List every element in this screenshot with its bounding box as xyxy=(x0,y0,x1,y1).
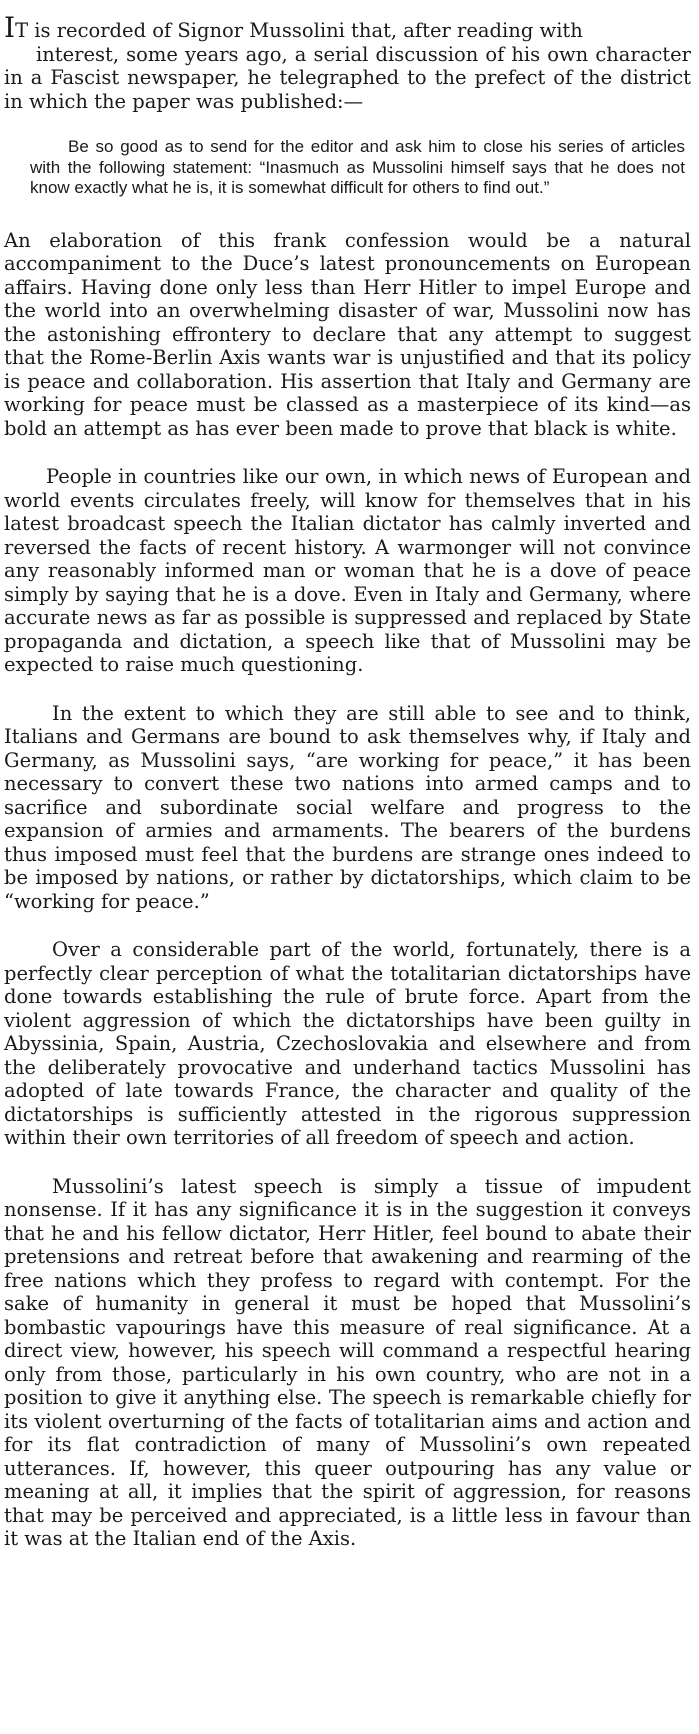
intro-paragraph xyxy=(4,11,691,44)
editor-statement-quote: Be so good as to send for the editor and ask him to close his series of articles with the following statement: “Inasmuch as Mussolini himself says that he does not know exactly what he is, it is somewhat difficult for others to find out.” xyxy=(30,137,685,197)
drop-cap: I xyxy=(4,11,16,44)
body-paragraph-5: Mussolini’s latest speech is simply a tissue of impudent nonsense. If it has any significance it is in the suggestion it conveys that he and his fellow dictator, Herr Hitler, feel bound to abate their pretensions and retreat before that awakening and rearming of the free nations which they profess to regard with contempt. For the sake of humanity in general it must be hoped that Mussolini’s bombastic vapourings have this measure of real significance. At a direct view, however, his speech will command a respectful hearing only from those, particularly in his own country, who are not in a position to give it anything else. The speech is remarkable chiefly for its violent overturning of the facts of totalitarian aims and action and for its flat contradiction of many of Mussolini’s own repeated utterances. If, however, this queer outpouring has any value or meaning at all, it implies that the spirit of aggression, for reasons that may be perceived and appreciated, is a little less in favour than it was at the Italian end of the Axis. xyxy=(4,1174,691,1550)
body-paragraph-2: People in countries like our own, in which news of European and world events circulates freely, will know for themselves that in his latest broadcast speech the Italian dictator has calmly inverted and reversed the facts of recent history. A warmonger will not convince any reasonably informed man or woman that he is a dove of peace simply by saying that he is a dove. Even in Italy and Germany, where accurate news as far as possible is suppressed and replaced by State propaganda and dictation, a speech like that of Mussolini may be expected to raise much questioning. xyxy=(4,465,691,676)
body-paragraph-4: Over a considerable part of the world, fortunately, there is a perfectly clear perception of what the totalitarian dictatorships have done towards establishing the rule of brute force. Apart from the violent aggression of which the dictatorships have been guilty in Abyssinia, Spain, Austria, Czechoslovakia and elsewhere and from the deliberately provocative and underhand tactics Mussolini has adopted of late towards France, the character and quality of the dictatorships is sufficiently attested in the rigorous suppression within their own territories of all freedom of speech and action. xyxy=(4,938,691,1149)
body-paragraph-1: An elaboration of this frank confession would be a natural accompaniment to the Duce’s latest pronouncements on European affairs. Having done only less than Herr Hitler to impel Europe and the world into an overwhelming disaster of war, Mussolini now has the astonishing effrontery to declare that any attempt to suggest that the Rome-Berlin Axis wants war is unjustified and that its policy is peace and collaboration. His assertion that Italy and Germany are working for peace must be classed as a masterpiece of its kind—as bold an attempt as has ever been made to prove that black is white. xyxy=(4,228,691,440)
intro-first-line: T is recorded of Signor Mussolini that, after reading with xyxy=(15,19,583,42)
intro-continuation: interest, some years ago, a serial discussion of his own character in a Fascist newspaper, he telegraphed to the prefect of the district in which the paper was published:— xyxy=(4,42,691,113)
body-paragraph-3: In the extent to which they are still able to see and to think, Italians and Germans are bound to ask themselves why, if Italy and Germany, as Mussolini says, “are working for peace,” it has been necessary to convert these two nations into armed camps and to sacrifice and subordinate social welfare and progress to the expansion of armies and armaments. The bearers of the burdens thus imposed must feel that the burdens are strange ones indeed to be imposed by nations, or rather by dictatorships, which claim to be “working for peace.” xyxy=(4,701,691,913)
